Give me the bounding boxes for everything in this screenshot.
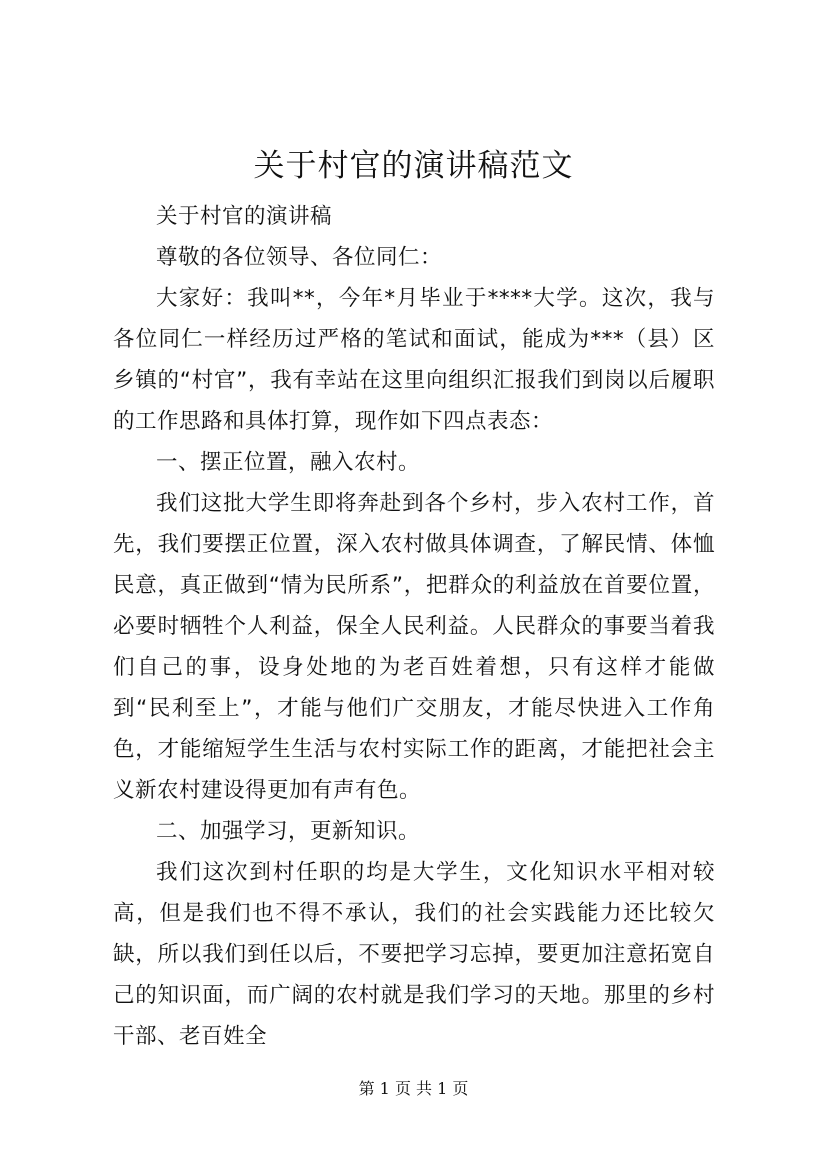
- paragraph-subtitle: 关于村官的演讲稿: [156, 204, 333, 229]
- paragraph-salutation: 尊敬的各位领导、各位同仁：: [156, 245, 443, 270]
- section-heading-two: 二、加强学习，更新知识。: [156, 819, 421, 844]
- document-title: 关于村官的演讲稿范文: [253, 148, 574, 184]
- paragraph-introduction: 大家好：我叫**，今年*月毕业于****大学。这次，我与各位同仁一样经历过严格的笔试和面试，能成为***（县）区乡镇的“村官”，我有幸站在这里向组织汇报我们到岗以后履职的工作思路和具体打算，现作如下四点表态：: [113, 286, 715, 434]
- page-footer: 第 1 页 共 1 页: [358, 1079, 469, 1098]
- document-body: [113, 196, 715, 1057]
- section-heading-one: 一、摆正位置，融入农村。: [156, 450, 421, 475]
- paragraph-section-two: 我们这次到村任职的均是大学生，文化知识水平相对较高，但是我们也不得不承认，我们的社会实践能力还比较欠缺，所以我们到任以后，不要把学习忘掉，要更加注意拓宽自己的知识面，而广阔的农村就是我们学习的天地。那里的乡村干部、老百姓全: [113, 860, 715, 1049]
- paragraph-section-one: 我们这批大学生即将奔赴到各个乡村，步入农村工作，首先，我们要摆正位置，深入农村做具体调查，了解民情、体恤民意，真正做到“情为民所系”，把群众的利益放在首要位置，必要时牺牲个人利益，保全人民利益。人民群众的事要当着我们自己的事，设身处地的为老百姓着想，只有这样才能做到“民利至上”，才能与他们广交朋友，才能尽快进入工作角色，才能缩短学生生活与农村实际工作的距离，才能把社会主义新农村建设得更加有声有色。: [113, 491, 715, 803]
